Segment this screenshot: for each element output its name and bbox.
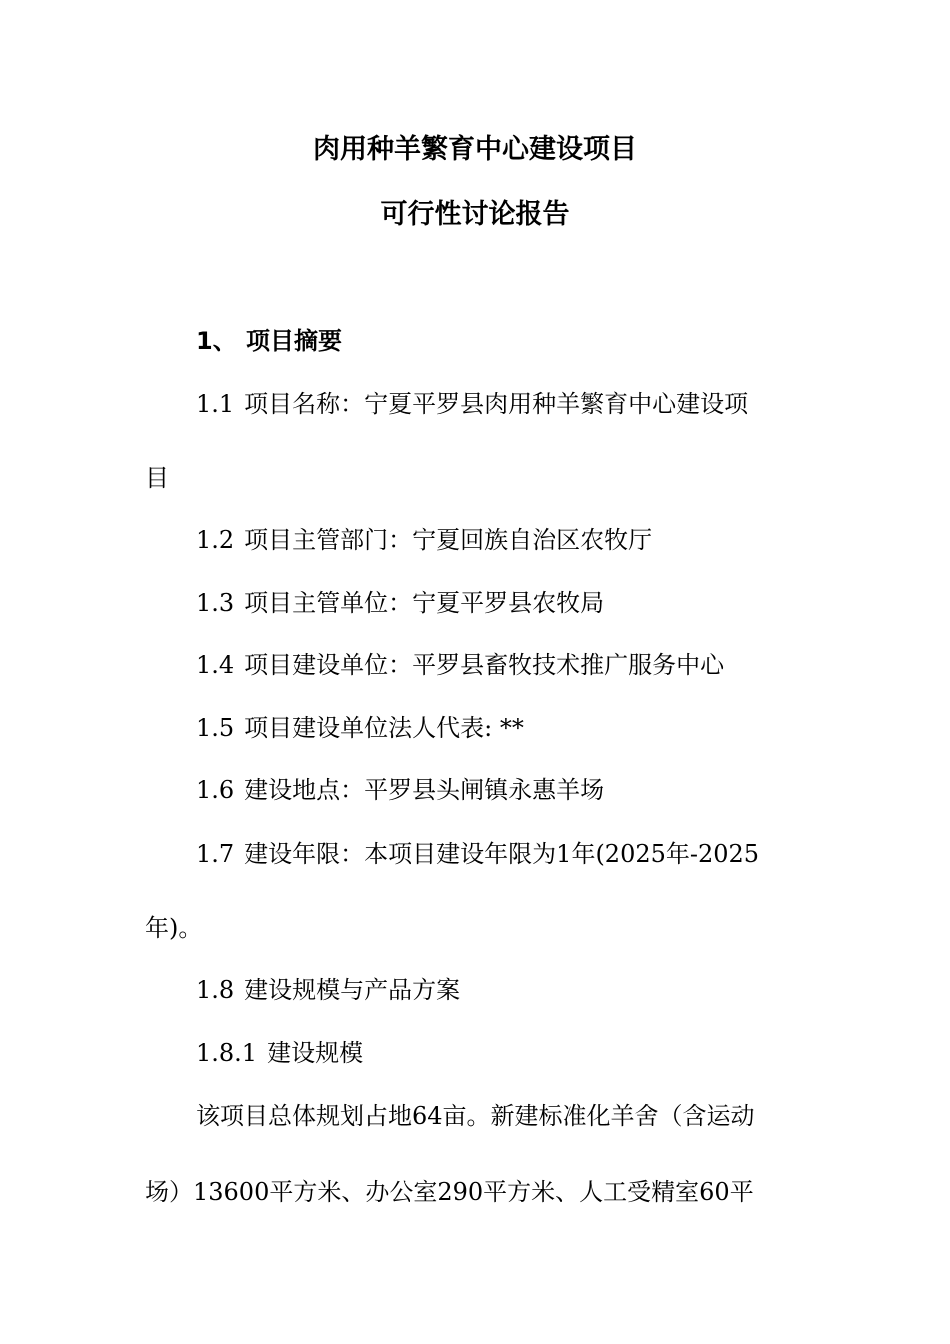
item-1-6 <box>196 775 604 805</box>
document-title: 肉用种羊繁育中心建设项目 <box>313 134 637 165</box>
item-text: 建设地点：平罗县头闸镇永惠羊场 <box>244 776 605 804</box>
item-1-4 <box>196 650 724 680</box>
item-1-7 <box>196 839 759 869</box>
item-1-1 <box>196 389 748 419</box>
document-subtitle: 可行性讨论报告 <box>380 199 570 230</box>
item-text: 建设规模 <box>267 1039 364 1067</box>
item-1-7-continuation: 年)。 <box>145 914 203 942</box>
item-number: 1.1 <box>196 390 235 418</box>
item-1-8-1 <box>196 1038 363 1068</box>
item-text: 项目建设单位：平罗县畜牧技术推广服务中心 <box>244 651 725 679</box>
item-number: 1.3 <box>196 589 235 617</box>
item-text: 项目主管部门：宁夏回族自治区农牧厅 <box>244 526 653 554</box>
item-number: 1.8 <box>196 976 235 1004</box>
item-text: 项目建设单位法人代表: ** <box>244 714 524 742</box>
item-text: 项目主管单位：宁夏平罗县农牧局 <box>244 589 605 617</box>
item-number: 1.5 <box>196 714 235 742</box>
item-number: 1.2 <box>196 526 235 554</box>
section-number: 1、 <box>196 327 237 355</box>
item-text: 项目名称：宁夏平罗县肉用种羊繁育中心建设项 <box>244 390 749 418</box>
item-text: 建设规模与产品方案 <box>244 976 461 1004</box>
section-title: 项目摘要 <box>246 327 342 355</box>
item-1-8 <box>196 975 460 1005</box>
item-number: 1.8.1 <box>196 1039 258 1067</box>
item-1-2 <box>196 525 652 555</box>
item-1-1-continuation: 目 <box>145 464 169 492</box>
paragraph-line: 该项目总体规划占地64亩。新建标准化羊舍（含运动 <box>196 1102 755 1130</box>
item-text: 建设年限：本项目建设年限为1年(2025年-2025 <box>244 840 760 868</box>
item-1-3 <box>196 588 604 618</box>
item-1-5 <box>196 713 524 743</box>
paragraph-line: 场）13600平方米、办公室290平方米、人工受精室60平 <box>145 1178 754 1206</box>
item-number: 1.4 <box>196 651 235 679</box>
section-heading <box>196 326 342 356</box>
item-number: 1.6 <box>196 776 235 804</box>
item-number: 1.7 <box>196 840 235 868</box>
